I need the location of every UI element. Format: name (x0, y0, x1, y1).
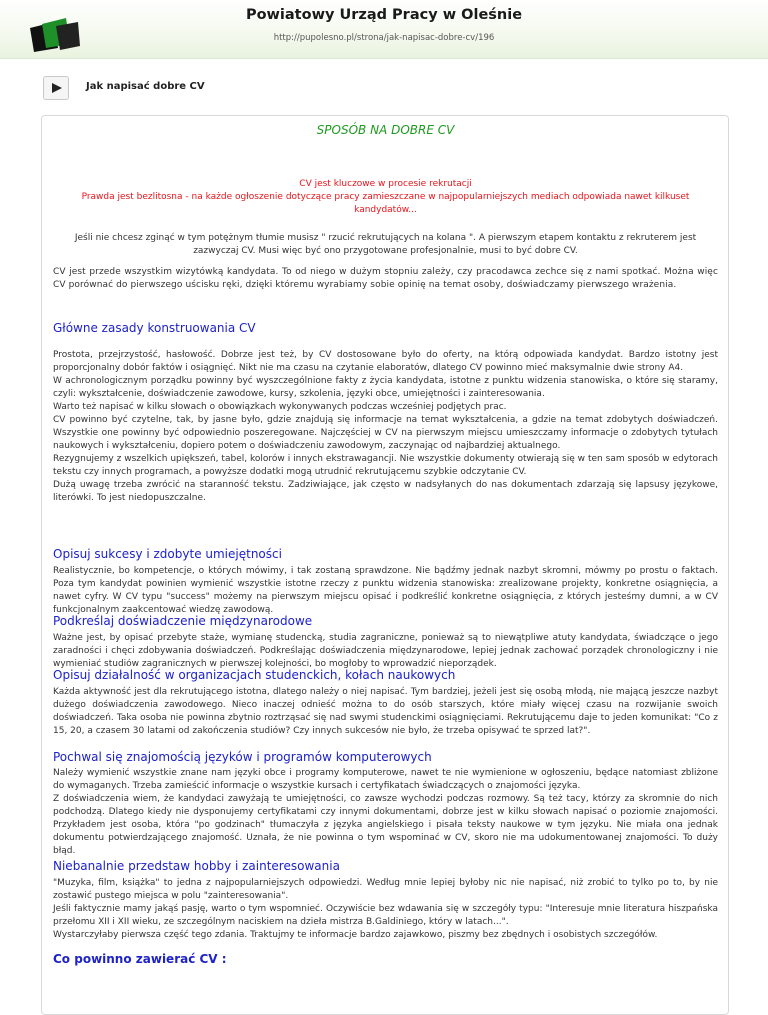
paragraph: Dużą uwagę trzeba zwrócić na staranność tekstu. Zadziwiające, jak często w nadsyłanych do nas dokumentach zdarzają się lapsusy językowe, literówki. To jest niedopuszczalne. (53, 480, 718, 503)
section-body (53, 565, 718, 617)
site-url[interactable]: http://pupolesno.pl/strona/jak-napisac-dobre-cv/196 (273, 33, 495, 43)
section-heading-bold: Co powinno zawierać CV : (53, 952, 227, 966)
section-body (53, 877, 718, 942)
paragraph: Należy wymienić wszystkie znane nam języki obce i programy komputerowe, nawet te nie wymienione w ogłoszeniu, będące natomiast zbliżone do wymaganych. Trzeba zamieścić informacje o wszystkie kursach i certyfikatach świadczących o znajomości języka. (53, 768, 718, 791)
paragraph: Warto też napisać w kilku słowach o obowiązkach wykonywanych podczas wcześniej podjętych prac. (53, 402, 507, 412)
section-body (53, 632, 718, 671)
paragraph: Ważne jest, by opisać przebyte staże, wymianę studencką, studia zagraniczne, ponieważ są to niewątpliwe atuty kandydata, świadczące o jego zaradności i chęci zdobywania doświadczeń. Podkreślając doświadczenia międzynarodowe, lepiej jednak zachować porządek chronologiczny i nie wymieniać studiów zagranicznych w pierwszej kolejności, bo mogłoby to wprowadzić nieporządek. (53, 633, 718, 669)
paragraph: Jeśli faktycznie mamy jakąś pasję, warto o tym wspomnieć. Oczywiście bez wdawania się w szczegóły typu: "Interesuje mnie literatura hiszpańska przełomu XII i XII wieku, ze szczególnym naciskiem na dzieła mistrza B.Galdiniego, który w latach...". (53, 904, 718, 927)
paragraph: Rezygnujemy z wszelkich upiększeń, tabel, kolorów i innych ekstrawagancji. Nie wszystkie dokumenty otwierają się w ten sam sposób w edytorach tekstu czy innych programach, a powyższe dodatki mogą utrudnić rekrutującemu szybkie odczytanie CV. (53, 454, 718, 477)
intro-red-line: Prawda jest bezlitosna - na każde ogłoszenie dotyczące pracy zamieszczane w najpopularniejszych mediach odpowiada nawet kilkuset kandydatów... (81, 192, 690, 215)
paragraph: W achronologicznym porządku powinny być wyszczególnione fakty z życia kandydata, istotne z punktu widzenia stanowiska, o które się staramy, czyli: wykształcenie, doświadczenie zawodowe, kursy, szkolenia, języki obce, umiejętności i zainteresowania. (53, 376, 718, 399)
intro-red-text (53, 178, 718, 217)
breadcrumb-arrow-button[interactable] (43, 76, 69, 100)
play-arrow-icon (51, 82, 63, 94)
paragraph: Z doświadczenia wiem, że kandydaci zawyżają te umiejętności, co zawsze wychodzi podczas rozmowy. Są też tacy, którzy za skromnie do nich podchodzą. Dlatego kiedy nie dysponujemy certyfikatami czy innymi dokumentami, dobrze jest w kilku słowach napisać o poziomie znajomości. Przykładem jest osoba, która "po godzinach" tłumaczyła z języka angielskiego i pisała teksty naukowe w tym języku. Nie miała ona jednak dokumentu potwierdzającego znajomość. Uznała, że nie powinna o tym wspominać w CV, skoro nie ma udokumentowanej znajomości. To duży błąd. (53, 794, 718, 856)
intro-red-line: CV jest kluczowe w procesie rekrutacji (299, 179, 472, 189)
paragraph: Wystarczyłaby pierwsza część tego zdania. Traktujmy te informacje bardzo zajawkowo, piszmy bez zbędnych i osobistych szczegółów. (53, 930, 658, 940)
section-heading: Podkreślaj doświadczenie międzynarodowe (53, 614, 313, 628)
section-heading: Opisuj sukcesy i zdobyte umiejętności (53, 547, 282, 561)
section-body (53, 349, 718, 505)
section-body (53, 686, 718, 738)
section-heading: Pochwal się znajomością języków i programów komputerowych (53, 750, 432, 764)
section-heading: Niebanalnie przedstaw hobby i zainteresowania (53, 859, 340, 873)
paragraph: Każda aktywność jest dla rekrutującego istotna, dlatego należy o niej napisać. Tym bardziej, jeżeli jest się osobą młodą, nie mającą jeszcze nazbyt dużego doświadczenia zawodowego. Nieco inaczej odnieść można to do osób starszych, które miały więcej czasu na rozwijanie swoich doświadczeń. Taka osoba nie powinna zbytnio roztrząsać się nad swymi studenckimi osiągnięciami. Rekrutującemu daje to jeden komunikat: "Co z 15, 20, a czasem 30 latami od zakończenia studiów? Czy innych sukcesów nie było, że trzeba opisywać te sprzed lat?". (53, 687, 718, 736)
site-header (0, 0, 768, 59)
intro-dark-text: Jeśli nie chcesz zginąć w tym potężnym tłumie musisz " rzucić rekrutujących na kolana ". A pierwszym etapem kontaktu z rekruterem jest zazwyczaj CV. Musi więc być ono przygotowane profesjonalnie, musi to być dobre CV. (74, 233, 697, 256)
paragraph: CV powinno być czytelne, tak, by jasne było, gdzie znajdują się informacje na temat wykształcenia, a gdzie na temat zdobytych doświadczeń. Wszystkie one powinny być odpowiednio poszeregowane. Najczęściej w CV na pierwszym miejscu umieszczamy informacje o zdobytych tytułach naukowych i wykształceniu, dopiero potem o doświadczeniu zawodowym, zaczynając od najbardziej aktualnego. (53, 415, 718, 451)
site-title: Powiatowy Urząd Pracy w Oleśnie (245, 7, 523, 23)
section-heading: Główne zasady konstruowania CV (53, 321, 256, 335)
intro-paragraph: CV jest przede wszystkim wizytówką kandydata. To od niego w dużym stopniu zależy, czy pracodawca zechce się z nami spotkać. Można więc CV porównać do pierwszego uścisku ręki, dzięki któremu wyrabiamy sobie opinię na temat osoby, doświadczamy pierwszego wrażenia. (53, 267, 718, 290)
paragraph: "Muzyka, film, książka" to jedna z najpopularniejszych odpowiedzi. Według mnie lepiej byłoby nic nie napisać, niż zrobić to tylko po to, by nie zostawić pustego miejsca w polu "zainteresowania". (53, 878, 718, 901)
section-heading: Opisuj działalność w organizacjach studenckich, kołach naukowych (53, 668, 456, 682)
page-title: Jak napisać dobre CV (86, 81, 205, 92)
section-body (53, 767, 718, 858)
paragraph: Realistycznie, bo kompetencje, o których mówimy, i tak zostaną sprawdzone. Nie bądźmy jednak nazbyt skromni, mówmy po prostu o faktach. Poza tym kandydat powinien wymienić wszystkie istotne rzeczy z punktu widzenia stanowiska: zrealizowane projekty, konkretne osiągnięcia, a nawet cyfry. W CV typu "success" możemy na pierwszym miejscu opisać i podkreślić konkretne osiągnięcia, z których jesteśmy dumni, a w CV funkcjonalnym zaakcentować wiedzę zawodową. (53, 566, 718, 615)
article-title: SPOSÓB NA DOBRE CV (316, 123, 455, 137)
paragraph: Prostota, przejrzystość, hasłowość. Dobrze jest też, by CV dostosowane było do oferty, na którą odpowiada kandydat. Bardzo istotny jest proporcjonalny dobór faktów i osiągnięć. Nikt nie ma czasu na czytanie elaboratów, dlatego CV powinno mieć maksymalnie dwie strony A4. (53, 350, 718, 373)
